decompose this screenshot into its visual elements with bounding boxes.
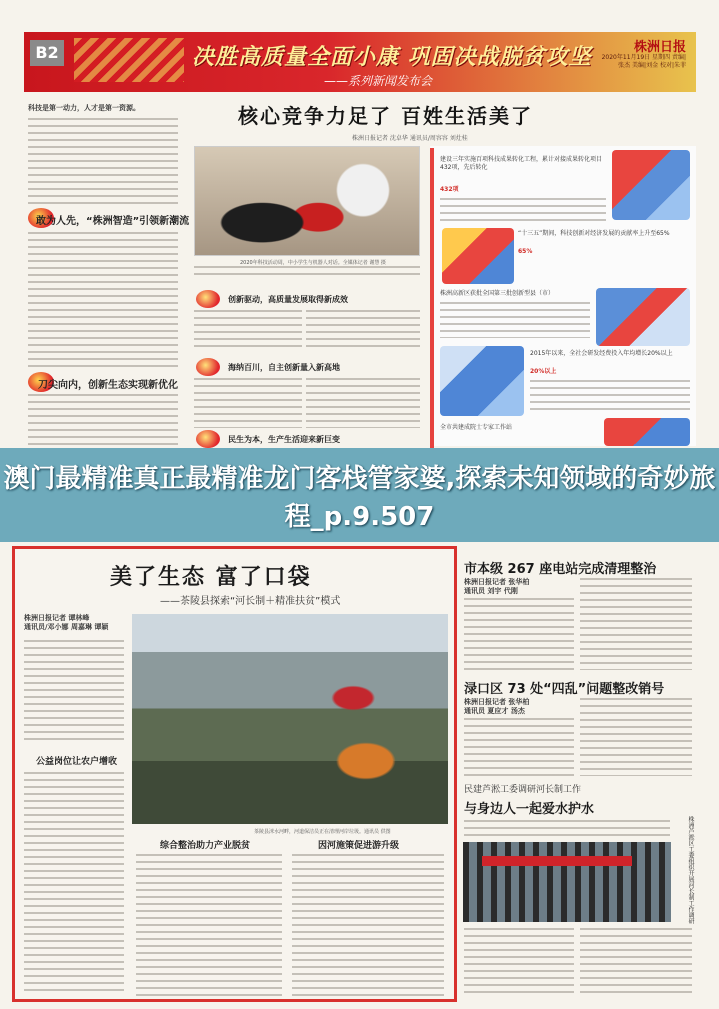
box-title: 公益岗位让农户增收	[36, 757, 118, 767]
photo-caption: 2020年科技活动周，中小学生与机器人对话。全媒体记者 谢慧 摄	[240, 260, 386, 266]
article-title: 渌口区 73 处“四乱”问题整改销号	[464, 682, 665, 697]
box-title: 综合整治助力产业脱贫	[160, 841, 251, 851]
info-item: 2015年以来，全社会研发经费投入年均增长20%以上	[530, 350, 673, 357]
text-block	[440, 198, 606, 222]
info-highlight: 20%以上	[530, 368, 557, 375]
left-section-title: 敢为人先，“株洲智造”引领新潮流	[36, 216, 190, 227]
dateline: 2020年11月19日 星期四 责编|张杰 美编|刘金 校对|朱菲	[601, 54, 686, 69]
text-block	[306, 378, 420, 428]
text-block	[292, 854, 444, 996]
text-block	[306, 310, 420, 350]
article-title: 市本级 267 座电站完成清理整治	[464, 562, 657, 577]
text-block	[440, 302, 590, 338]
text-block	[28, 118, 178, 204]
section-title: 创新驱动，高质量发展取得新成效	[228, 295, 348, 304]
river-photo	[132, 614, 448, 824]
banner-headline: 决胜高质量全面小康 巩固决战脱贫攻坚	[192, 45, 592, 70]
section-title: 民生为本，生产生活迎来新巨变	[228, 435, 340, 444]
article-byline: 株洲日报记者 张华柏 通讯员 夏应才 汤杰	[464, 698, 530, 715]
article-title: 核心竞争力足了 百姓生活美了	[238, 104, 533, 128]
text-block	[136, 854, 282, 996]
text-block	[530, 380, 690, 414]
page-banner	[24, 32, 696, 92]
section-emblem-icon	[196, 430, 220, 448]
article-byline: 株洲日报记者 张华柏 通讯员 刘宇 代刚	[464, 578, 530, 595]
lower-left-subtitle: ——茶陵县探索“河长制＋精准扶贫”模式	[160, 596, 341, 607]
text-block	[464, 718, 574, 776]
text-block	[464, 820, 670, 838]
masthead-logo: 株洲日报	[633, 40, 686, 55]
text-block	[28, 394, 178, 450]
photo-caption: 茶陵县洣水河畔，河道保洁员正在清理河岸垃圾。通讯员 供图	[254, 829, 391, 835]
infographic-accent-bar	[430, 148, 434, 448]
section-emblem-icon	[196, 358, 220, 376]
box-title: 因河施策促进游升级	[318, 841, 400, 851]
iso-city-illustration	[612, 150, 690, 220]
info-item: 建设三年实施百项科技成果转化工程，累计对接成果转化项目432项，先后转化	[440, 156, 603, 171]
text-block	[464, 928, 574, 998]
text-block	[464, 598, 574, 670]
text-block	[24, 640, 124, 740]
article-title: 与身边人一起爱水护水	[464, 802, 595, 817]
group-photo-banner	[482, 856, 632, 866]
overlay-title[interactable]: 澳门最精准真正最精准龙门客栈管家婆,探索未知领域的奇妙旅程_p.9.507	[3, 464, 716, 532]
robot-photo	[194, 146, 420, 256]
article-kicker: 民建芦淞工委调研河长制工作	[464, 785, 582, 795]
lower-left-title: 美了生态 富了口袋	[110, 564, 312, 590]
side-caption: 株洲芦淞区工委组织开展河长制工作调研	[687, 816, 694, 924]
info-item: “十三五”期间，科技创新对经济发展的贡献率上升至65%	[518, 230, 670, 237]
text-block	[24, 772, 124, 996]
iso-lab-illustration	[442, 228, 514, 284]
left-intro: 科技是第一动力，人才是第一资源。	[28, 104, 140, 112]
lower-left-byline: 株洲日报记者 谭林峰 通讯员/邓小娜 周嘉琳 谭颖	[24, 614, 109, 631]
banner-series: ——系列新闻发布会	[324, 74, 433, 88]
text-block	[580, 578, 692, 670]
text-block	[194, 378, 302, 428]
iso-experts-illustration	[604, 418, 690, 446]
article-byline: 株洲日报记者 沈卓华 通讯员/周容容 刘灶桂	[352, 135, 468, 142]
text-block	[194, 266, 420, 280]
iso-factory-illustration	[596, 288, 690, 346]
info-highlight: 432项	[440, 186, 459, 193]
iso-datacenter-illustration	[440, 346, 524, 416]
left-section-title: 刀尖向内，创新生态实现新优化	[38, 380, 178, 391]
section-title: 海纳百川，自主创新量入新高地	[228, 363, 340, 372]
section-badge: B2	[30, 40, 64, 66]
info-item: 全市共建成院士专家工作站	[440, 424, 513, 431]
text-block	[580, 698, 692, 776]
text-block	[580, 928, 692, 998]
ribbon-graphic	[74, 38, 184, 82]
text-block	[194, 310, 302, 350]
group-photo	[463, 842, 671, 922]
text-block	[28, 232, 178, 370]
section-emblem-icon	[196, 290, 220, 308]
info-item: 株洲高新区获批全国第三批创新型县（市）	[440, 290, 555, 297]
info-highlight: 65%	[518, 248, 533, 255]
